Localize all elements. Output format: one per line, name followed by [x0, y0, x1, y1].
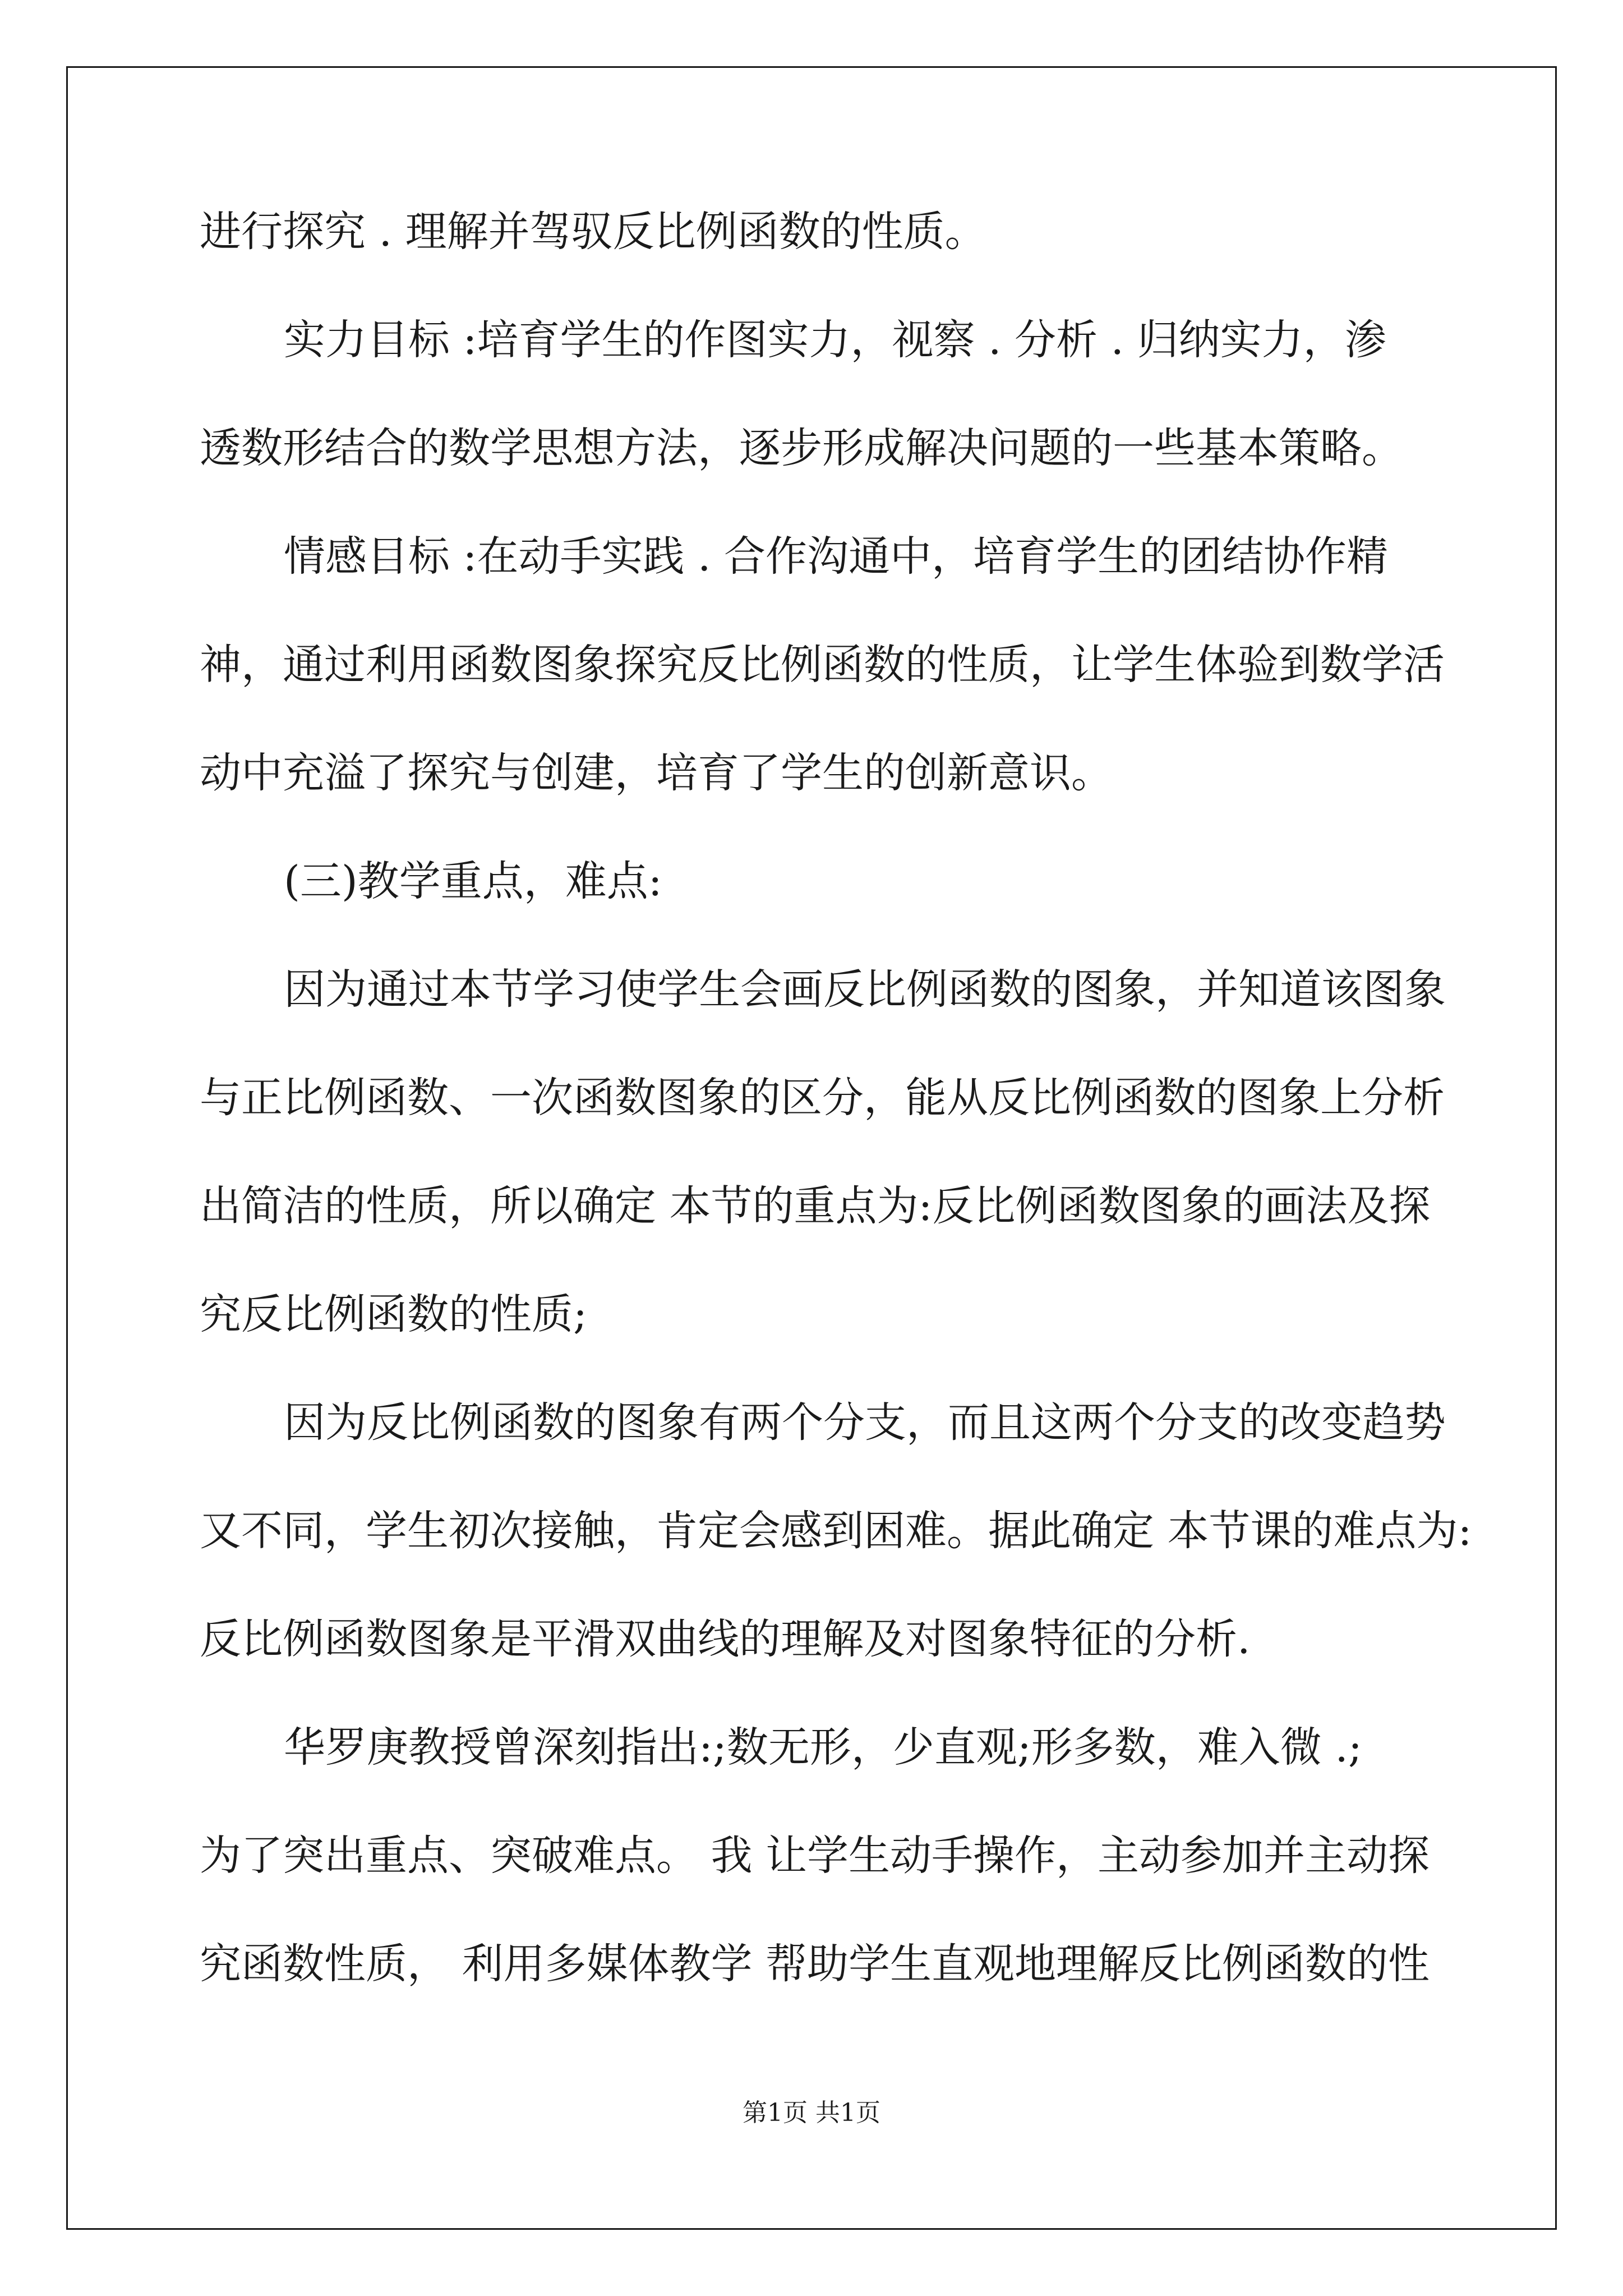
text-line: 为了突出重点、突破难点。 我 让学生动手操作，主动参加并主动探: [200, 1832, 1430, 1880]
text-line: 华罗庚教授曾深刻指出:;数无形，少直观;形多数，难入微 .;: [284, 1723, 1362, 1772]
text-line: 出简洁的性质，所以确定 本节的重点为:反比例函数图象的画法及探: [200, 1182, 1431, 1230]
text-line: 进行探究 . 理解并驾驭反比例函数的性质。: [200, 208, 986, 256]
text-line: 反比例函数图象是平滑双曲线的理解及对图象特征的分析.: [200, 1615, 1251, 1663]
section-heading: (三)教学重点，难点:: [284, 857, 662, 905]
text-line: 因为通过本节学习使学生会画反比例函数的图象，并知道该图象: [284, 965, 1446, 1014]
text-line: 因为反比例函数的图象有两个分支，而且这两个分支的改变趋势: [284, 1398, 1446, 1447]
text-line: 又不同，学生初次接触，肯定会感到困难。据此确定 本节课的难点为:: [200, 1507, 1472, 1555]
text-line: 实力目标 :培育学生的作图实力，视察 . 分析 . 归纳实力，渗: [284, 316, 1386, 364]
text-line: 透数形结合的数学思想方法，逐步形成解决问题的一些基本策略。: [200, 424, 1403, 472]
text-line: 动中充溢了探究与创建，培育了学生的创新意识。: [200, 749, 1113, 797]
document-body: [200, 205, 1472, 1991]
page-number-footer: 第1页 共1页: [743, 2099, 880, 2127]
text-line: 究函数性质， 利用多媒体教学 帮助学生直观地理解反比例函数的性: [200, 1940, 1430, 1988]
text-line: 神，通过利用函数图象探究反比例函数的性质，让学生体验到数学活: [200, 641, 1445, 689]
text-line: 情感目标 :在动手实践 . 合作沟通中，培育学生的团结协作精: [284, 532, 1389, 581]
text-line: 与正比例函数、一次函数图象的区分，能从反比例函数的图象上分析: [200, 1074, 1445, 1122]
text-line: 究反比例函数的性质;: [200, 1290, 587, 1338]
